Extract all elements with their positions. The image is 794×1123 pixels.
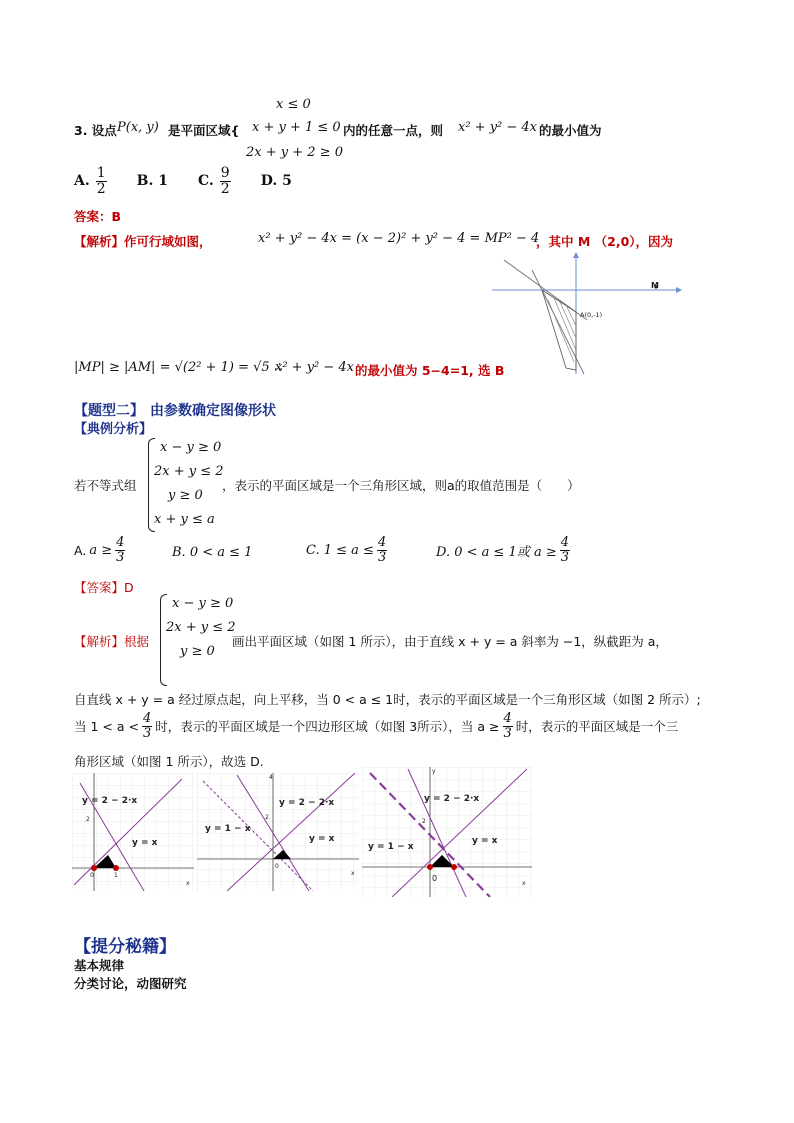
option-d-num: 4 [560,535,570,550]
g3-axis-x: x [522,880,526,887]
g1-tick-2: 2 [86,816,90,823]
problem3-analysis-label: 【解析】作可行域如图， [74,234,212,249]
g3-label-line3: y = 1 − x [368,842,414,852]
section2-answer: 【答案】D [74,580,134,595]
choice-c-label: C. [198,173,214,190]
fig-label-m: M [651,281,659,290]
option-c [306,536,387,564]
section2-title-bracket: 【题型二】 [74,403,144,419]
option-d [436,536,570,564]
fig-label-a: A(0,-1) [580,311,603,319]
g2-label-line1: y = 2 − 2·x [279,798,335,808]
g2-tick-4: 4 [269,774,273,781]
g1-label-line2: y = x [132,838,158,848]
g3-label-line1: y = 2 − 2·x [424,794,480,804]
section2-question: ，表示的平面区域是一个三角形区域，则a的取值范围是（ ） [222,478,580,493]
problem3-expr: x² + y² − 4x [458,120,538,135]
option-d-fraction [560,536,570,564]
g1-tick-0: 0 [90,872,94,879]
section2-lead: 若不等式组 [74,478,137,493]
option-a-math: a ≥ [89,542,113,558]
analysis-row-1: x − y ≥ 0 [172,596,234,611]
problem3-analysis-tail: ，其中 M （2,0），因为 [536,234,674,249]
problem3-cond1: x ≤ 0 [276,97,311,112]
line3-den-1: 3 [142,725,152,741]
problem3-stem-end: 的最小值为 [539,123,602,138]
option-b: B. 0 < a ≤ 1 [172,545,253,560]
problem3-stem-mid2: 内的任意一点，则 [343,123,444,138]
choice-a-label: A. [74,173,90,190]
choice-b: B. 1 [136,173,168,190]
graph-2 [197,773,359,891]
choice-c-fraction [220,166,231,196]
tips-title: 【提分秘籍】 [74,937,176,957]
analysis-line2: 自直线 x + y = a 经过原点起，向上平移，当 0 < a ≤ 1时，表示的平面区域是一个三角形区域（如图 2 所示）; [74,692,701,707]
choice-d: D. 5 [260,173,292,190]
problem3-feasible-figure [492,250,682,375]
graph-1 [72,773,194,891]
system-row-1: x − y ≥ 0 [160,440,222,455]
option-a-den: 3 [116,549,125,565]
line3-num-1: 4 [142,711,152,726]
g2-label-line3: y = 1 − x [205,824,251,834]
option-c-fraction [377,536,387,564]
line3-part-a: 当 1 < a < [74,719,139,735]
graph-3 [362,767,532,897]
g3-axis-y: y [432,768,436,775]
analysis-rest: 画出平面区域（如图 1 所示），由于直线 x + y = a 斜率为 −1，纵截距为 a， [232,634,668,649]
problem3-conclusion-text: 的最小值为 5−4=1, 选 B [355,363,505,378]
problem3-choices [74,166,292,196]
g3-tick-0: 0 [432,874,438,883]
section2-title [74,400,276,420]
analysis-brace [160,594,167,686]
system-row-4: x + y ≤ a [154,512,215,527]
system-row-2: 2x + y ≤ 2 [154,464,224,479]
problem3-analysis-expr: x² + y² − 4x = (x − 2)² + y² − 4 = MP² − 4 [258,231,540,246]
analysis-row-3: y ≥ 0 [180,644,215,659]
analysis-lead-text: 【解析】根据 [74,634,150,649]
g2-tick-0: 0 [275,863,279,870]
option-c-label: C. 1 ≤ a ≤ [306,542,374,558]
line3-fraction-2 [503,712,513,740]
option-c-num: 4 [377,535,387,550]
g2-axis-x: x [351,870,355,877]
g3-tick-2: 2 [422,818,426,825]
choice-a-fraction [96,166,107,196]
system-row-3: y ≥ 0 [168,488,203,503]
choice-c-num: 9 [220,165,230,181]
choice-c-den: 2 [220,180,230,197]
problem3-point: P(x, y) [117,120,159,135]
g1-label-line1: y = 2 − 2·x [82,796,138,806]
problem3-cond3: 2x + y + 2 ≥ 0 [246,145,343,160]
problem3-stem-mid: 是平面区域{ [168,123,240,138]
problem3-answer: 答案：B [74,209,122,224]
analysis-line3 [74,712,678,740]
section2-title-text: 由参数确定图像形状 [150,403,276,419]
g2-label-line2: y = x [309,834,335,844]
choice-a-den: 2 [96,180,106,197]
choice-a-num: 1 [96,165,106,181]
g3-label-line2: y = x [472,836,498,846]
option-a-fraction [115,536,125,564]
option-d-label: D. 0 < a ≤ 1或 a ≥ [436,544,557,560]
g2-tick-2: 2 [265,814,269,821]
g1-axis-x: x [186,880,190,887]
problem3-conclusion-expr: x² + y² − 4x [275,360,355,375]
problem3-stem-start: 3. 设点 [74,123,117,138]
option-a-label: A. [74,542,87,558]
option-a-num: 4 [116,535,125,550]
option-c-den: 3 [377,549,387,565]
section2-sub: 【典例分析】 [74,422,153,437]
g1-tick-1: 1 [114,872,118,879]
option-d-den: 3 [560,549,570,565]
problem3-conclusion-math: |MP| ≥ |AM| = √(2² + 1) = √5 ∴ [74,360,283,375]
tips-line1: 基本规律 [74,958,125,973]
option-a [74,536,125,564]
line3-fraction-1 [142,712,152,740]
section2-analysis-lead [74,632,149,650]
line3-part-b: 时，表示的平面区域是一个四边形区域（如图 3所示），当 a ≥ [155,719,500,735]
analysis-line4: 角形区域（如图 1 所示），故选 D. [74,754,264,769]
tips-line2: 分类讨论，动图研究 [74,976,187,991]
line3-part-c: 时，表示的平面区域是一个三 [515,719,679,735]
line3-den-2: 3 [503,725,512,741]
analysis-row-2: 2x + y ≤ 2 [166,620,236,635]
line3-num-2: 4 [503,711,512,726]
problem3-cond2: x + y + 1 ≤ 0 [252,120,341,135]
